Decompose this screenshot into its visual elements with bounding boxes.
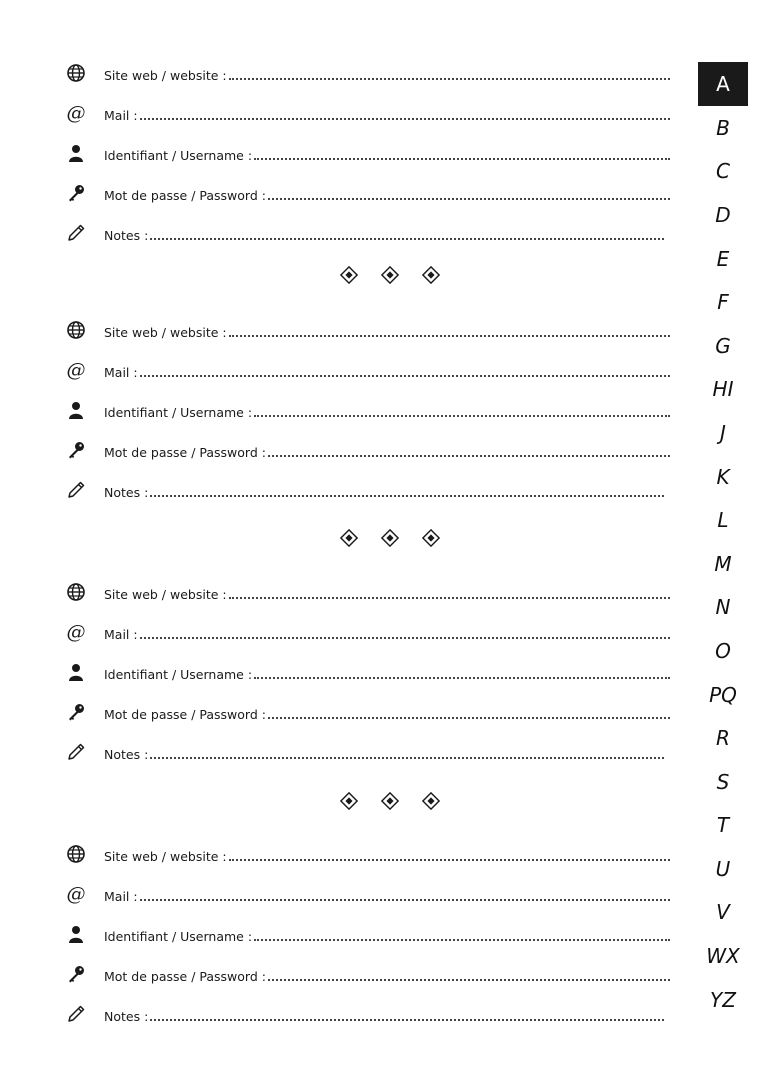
separator-ornament — [340, 527, 440, 549]
at-sign-icon — [66, 103, 86, 123]
username-row — [60, 924, 670, 964]
username-dotted-line — [254, 677, 670, 679]
diamond-ornament-icon — [340, 529, 358, 547]
mail-dotted-line — [140, 899, 670, 901]
username-field[interactable] — [104, 926, 670, 944]
notes-row — [60, 1004, 670, 1044]
website-dotted-line — [229, 597, 670, 599]
password-field[interactable] — [104, 442, 670, 460]
person-icon — [66, 662, 86, 682]
diamond-ornament-icon — [381, 529, 399, 547]
separator-ornament — [340, 790, 440, 812]
username-row — [60, 662, 670, 702]
website-dotted-line — [229, 335, 670, 337]
tab-yz[interactable]: YZ — [710, 987, 736, 1012]
password-field[interactable] — [104, 704, 670, 722]
tab-wx[interactable]: WX — [706, 944, 740, 969]
password-entry-2 — [60, 320, 670, 520]
tab-k[interactable]: K — [716, 464, 730, 489]
globe-icon — [66, 320, 86, 340]
password-row — [60, 702, 670, 742]
mail-row — [60, 103, 670, 143]
notes-field[interactable] — [104, 1006, 664, 1024]
key-icon — [66, 964, 86, 984]
website-label: Site web / website : — [104, 325, 227, 340]
password-dotted-line — [268, 979, 670, 981]
separator-ornament — [340, 264, 440, 286]
username-row — [60, 143, 670, 183]
tab-n[interactable]: N — [715, 595, 731, 620]
notes-dotted-line — [150, 238, 664, 240]
notes-label: Notes : — [104, 228, 149, 243]
svg-text:@: @ — [66, 622, 86, 642]
tab-o[interactable]: O — [715, 638, 731, 663]
notes-field[interactable] — [104, 225, 664, 243]
password-field[interactable] — [104, 966, 670, 984]
website-field[interactable] — [104, 584, 670, 602]
tab-hi[interactable]: HI — [712, 377, 734, 402]
website-label: Site web / website : — [104, 849, 227, 864]
username-field[interactable] — [104, 664, 670, 682]
globe-icon — [66, 63, 86, 83]
tab-u[interactable]: U — [715, 856, 731, 881]
tab-c[interactable]: C — [716, 159, 730, 184]
person-icon — [66, 924, 86, 944]
website-label: Site web / website : — [104, 587, 227, 602]
diamond-ornament-icon — [340, 792, 358, 810]
notes-row — [60, 742, 670, 782]
notes-dotted-line — [150, 1019, 664, 1021]
website-dotted-line — [229, 78, 670, 80]
key-icon — [66, 183, 86, 203]
tab-a[interactable]: A — [698, 62, 748, 106]
notes-row — [60, 480, 670, 520]
username-field[interactable] — [104, 402, 670, 420]
mail-row — [60, 360, 670, 400]
key-icon — [66, 440, 86, 460]
diamond-ornament-icon — [381, 266, 399, 284]
website-field[interactable] — [104, 846, 670, 864]
password-row — [60, 183, 670, 223]
diamond-ornament-icon — [340, 266, 358, 284]
password-label: Mot de passe / Password : — [104, 445, 266, 460]
username-dotted-line — [254, 158, 670, 160]
tab-s[interactable]: S — [716, 769, 730, 794]
notes-field[interactable] — [104, 482, 664, 500]
at-sign-icon — [66, 884, 86, 904]
mail-row — [60, 884, 670, 924]
at-sign-icon — [66, 360, 86, 380]
password-dotted-line — [268, 455, 670, 457]
website-field[interactable] — [104, 322, 670, 340]
password-row — [60, 964, 670, 1004]
notes-dotted-line — [150, 757, 664, 759]
key-icon — [66, 702, 86, 722]
mail-field[interactable] — [104, 624, 670, 642]
tab-f[interactable]: F — [717, 290, 729, 315]
globe-icon — [66, 844, 86, 864]
at-sign-icon — [66, 622, 86, 642]
tab-v[interactable]: V — [716, 900, 730, 925]
tab-g[interactable]: G — [715, 333, 731, 358]
person-icon — [66, 400, 86, 420]
mail-field[interactable] — [104, 105, 670, 123]
username-label: Identifiant / Username : — [104, 929, 253, 944]
tab-l[interactable]: L — [717, 508, 729, 533]
pencil-icon — [66, 223, 86, 243]
notes-label: Notes : — [104, 485, 149, 500]
password-row — [60, 440, 670, 480]
website-dotted-line — [229, 859, 670, 861]
tab-b[interactable]: B — [716, 115, 730, 140]
tab-d[interactable]: D — [715, 202, 731, 227]
mail-dotted-line — [140, 118, 670, 120]
mail-label: Mail : — [104, 108, 138, 123]
notes-dotted-line — [150, 495, 664, 497]
website-row — [60, 320, 670, 360]
mail-field[interactable] — [104, 886, 670, 904]
alphabet-index — [698, 62, 748, 1021]
diamond-ornament-icon — [381, 792, 399, 810]
password-entry-4 — [60, 844, 670, 1044]
username-field[interactable] — [104, 145, 670, 163]
password-label: Mot de passe / Password : — [104, 188, 266, 203]
svg-text:@: @ — [66, 103, 86, 123]
diamond-ornament-icon — [422, 792, 440, 810]
password-label: Mot de passe / Password : — [104, 707, 266, 722]
diamond-ornament-icon — [422, 266, 440, 284]
tab-e[interactable]: E — [716, 246, 730, 271]
svg-text:@: @ — [66, 884, 86, 904]
username-row — [60, 400, 670, 440]
pencil-icon — [66, 480, 86, 500]
mail-field[interactable] — [104, 362, 670, 380]
mail-dotted-line — [140, 375, 670, 377]
website-field[interactable] — [104, 65, 670, 83]
password-label: Mot de passe / Password : — [104, 969, 266, 984]
website-label: Site web / website : — [104, 68, 227, 83]
username-label: Identifiant / Username : — [104, 667, 253, 682]
username-label: Identifiant / Username : — [104, 148, 253, 163]
website-row — [60, 63, 670, 103]
website-row — [60, 844, 670, 884]
notes-field[interactable] — [104, 744, 664, 762]
tab-m[interactable]: M — [714, 551, 732, 576]
mail-label: Mail : — [104, 889, 138, 904]
mail-label: Mail : — [104, 365, 138, 380]
password-entry-1 — [60, 63, 670, 263]
mail-row — [60, 622, 670, 662]
diamond-ornament-icon — [422, 529, 440, 547]
tab-t[interactable]: T — [716, 813, 730, 838]
pencil-icon — [66, 742, 86, 762]
pencil-icon — [66, 1004, 86, 1024]
tab-j[interactable]: J — [720, 420, 726, 445]
tab-r[interactable]: R — [716, 726, 730, 751]
website-row — [60, 582, 670, 622]
password-entry-3 — [60, 582, 670, 782]
username-dotted-line — [254, 415, 670, 417]
notes-label: Notes : — [104, 747, 149, 762]
person-icon — [66, 143, 86, 163]
tab-pq[interactable]: PQ — [709, 682, 737, 707]
password-field[interactable] — [104, 185, 670, 203]
username-dotted-line — [254, 939, 670, 941]
svg-text:@: @ — [66, 360, 86, 380]
password-dotted-line — [268, 717, 670, 719]
notes-label: Notes : — [104, 1009, 149, 1024]
username-label: Identifiant / Username : — [104, 405, 253, 420]
globe-icon — [66, 582, 86, 602]
mail-label: Mail : — [104, 627, 138, 642]
password-dotted-line — [268, 198, 670, 200]
mail-dotted-line — [140, 637, 670, 639]
notes-row — [60, 223, 670, 263]
